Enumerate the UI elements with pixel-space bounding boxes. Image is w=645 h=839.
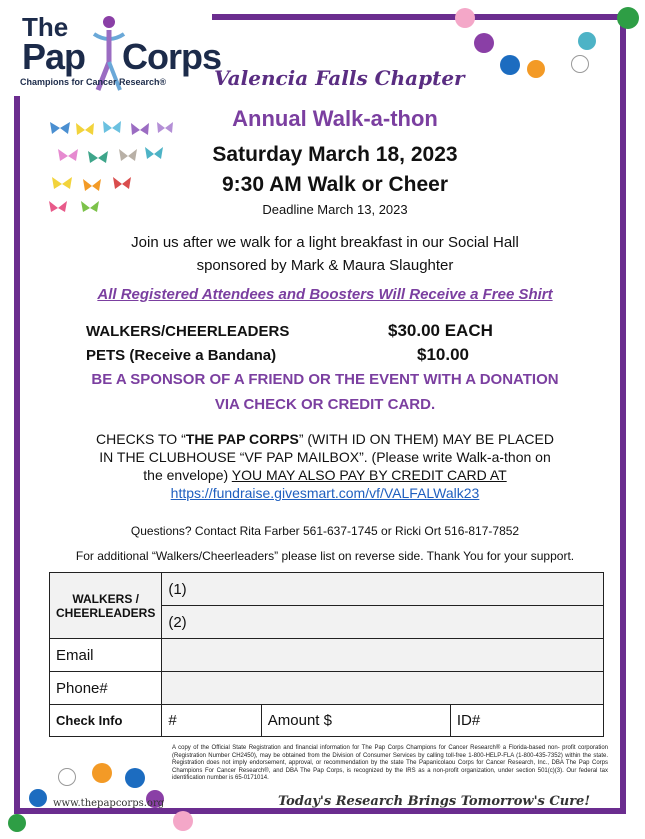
- checks-instructions: [20, 430, 630, 502]
- decor-dot-pink: [173, 811, 193, 831]
- check-amount-field[interactable]: Amount $: [261, 705, 450, 737]
- logo-word-corps: Corps: [122, 36, 222, 77]
- walkers-header: WALKERS / CHEERLEADERS: [50, 573, 162, 639]
- decor-dot-orange: [527, 60, 545, 78]
- legal-fine-print: A copy of the Official State Registration and financial information for The Pap Corps Champions for Cancer Research® a Florida-based non- profit corporation (Registration Number CH2450), may be obtained from the Division of Consumer Services by calling toll-free 1-800-HELP-FLA (1-800-435-7352) within the state. Registration does not imply endorsement, approval, or recommendation by the state The Papanicolaou Corps for Cancer Research, Inc., DBA The Pap Corps Champions For Cancer Research®, and DBA The Pap Corps, is recognized by the IRS as a non-profit organization, under section 501(c)(3). Our federal tax identification number is 65-0171014.: [172, 745, 608, 781]
- phone-label: Phone#: [50, 672, 162, 705]
- decor-dot-purple: [474, 33, 494, 53]
- checks-line-2: IN THE CLUBHOUSE “VF PAP MAILBOX”. (Please write Walk-a-thon on: [99, 449, 551, 465]
- contact-info: Questions? Contact Rita Farber 561-637-1745 or Ricki Ort 516-817-7852: [130, 524, 520, 538]
- decor-dot-white: [58, 768, 76, 786]
- checks-line-1: CHECKS TO “THE PAP CORPS” (WITH ID ON THEM) MAY BE PLACED: [96, 431, 554, 447]
- frame-top-border: [212, 14, 620, 20]
- sponsor-line-1: BE A SPONSOR OF A FRIEND OR THE EVENT WITH A DONATION: [91, 371, 559, 388]
- chapter-name: Valencia Falls Chapter: [214, 66, 465, 90]
- free-shirt-note: All Registered Attendees and Boosters Will Receive a Free Shirt: [97, 286, 553, 303]
- price-label-walkers: WALKERS/CHEERLEADERS: [86, 323, 290, 340]
- walker-slot-2[interactable]: (2): [162, 606, 604, 639]
- footer-slogan: Today's Research Brings Tomorrow's Cure!: [278, 794, 591, 809]
- logo-tagline: Champions for Cancer Research®: [20, 77, 167, 87]
- check-info-label: Check Info: [50, 705, 162, 737]
- logo-word-pap: Pap: [22, 36, 86, 77]
- decor-dot-orange: [92, 763, 112, 783]
- sponsor-line-2: VIA CHECK OR CREDIT CARD.: [214, 396, 436, 413]
- logo-word-the: The: [22, 12, 69, 42]
- payee-name: THE PAP CORPS: [185, 431, 299, 447]
- website-url[interactable]: www.thepapcorps.org: [53, 798, 165, 809]
- price-label-pets: PETS (Receive a Bandana): [86, 347, 277, 364]
- decor-dot-blue: [29, 789, 47, 807]
- donation-link[interactable]: https://fundraise.givesmart.com/vf/VALFALWalk23: [170, 485, 480, 501]
- check-id-field[interactable]: ID#: [450, 705, 603, 737]
- phone-field[interactable]: [162, 672, 604, 705]
- decor-dot-green: [617, 7, 639, 29]
- event-date: Saturday March 18, 2023: [212, 143, 458, 166]
- join-line-2: sponsored by Mark & Maura Slaughter: [196, 257, 454, 274]
- walker-slot-1[interactable]: (1): [162, 573, 604, 606]
- checks-line-3: the envelope) YOU MAY ALSO PAY BY CREDIT CARD AT: [143, 467, 507, 483]
- check-number-field[interactable]: #: [162, 705, 261, 737]
- event-deadline: Deadline March 13, 2023: [262, 202, 408, 217]
- event-time: 9:30 AM Walk or Cheer: [221, 173, 448, 196]
- price-value-pets: $10.00: [417, 345, 469, 364]
- registration-form: [49, 572, 604, 737]
- join-line-1: Join us after we walk for a light breakfast in our Social Hall: [131, 234, 519, 251]
- decor-dot-teal: [578, 32, 596, 50]
- decor-dot-pink: [455, 8, 475, 28]
- email-label: Email: [50, 639, 162, 672]
- additional-walkers-note: For additional “Walkers/Cheerleaders” please list on reverse side. Thank You for your support.: [75, 549, 575, 563]
- decor-dot-white: [571, 55, 589, 73]
- decor-dot-green: [8, 814, 26, 832]
- decor-dot-blue: [125, 768, 145, 788]
- credit-card-note: YOU MAY ALSO PAY BY CREDIT CARD AT: [231, 467, 507, 483]
- price-value-walkers: $30.00 EACH: [388, 321, 493, 340]
- event-title: Annual Walk-a-thon: [232, 106, 438, 131]
- frame-right-border: [620, 14, 626, 814]
- decor-dot-blue: [500, 55, 520, 75]
- email-field[interactable]: [162, 639, 604, 672]
